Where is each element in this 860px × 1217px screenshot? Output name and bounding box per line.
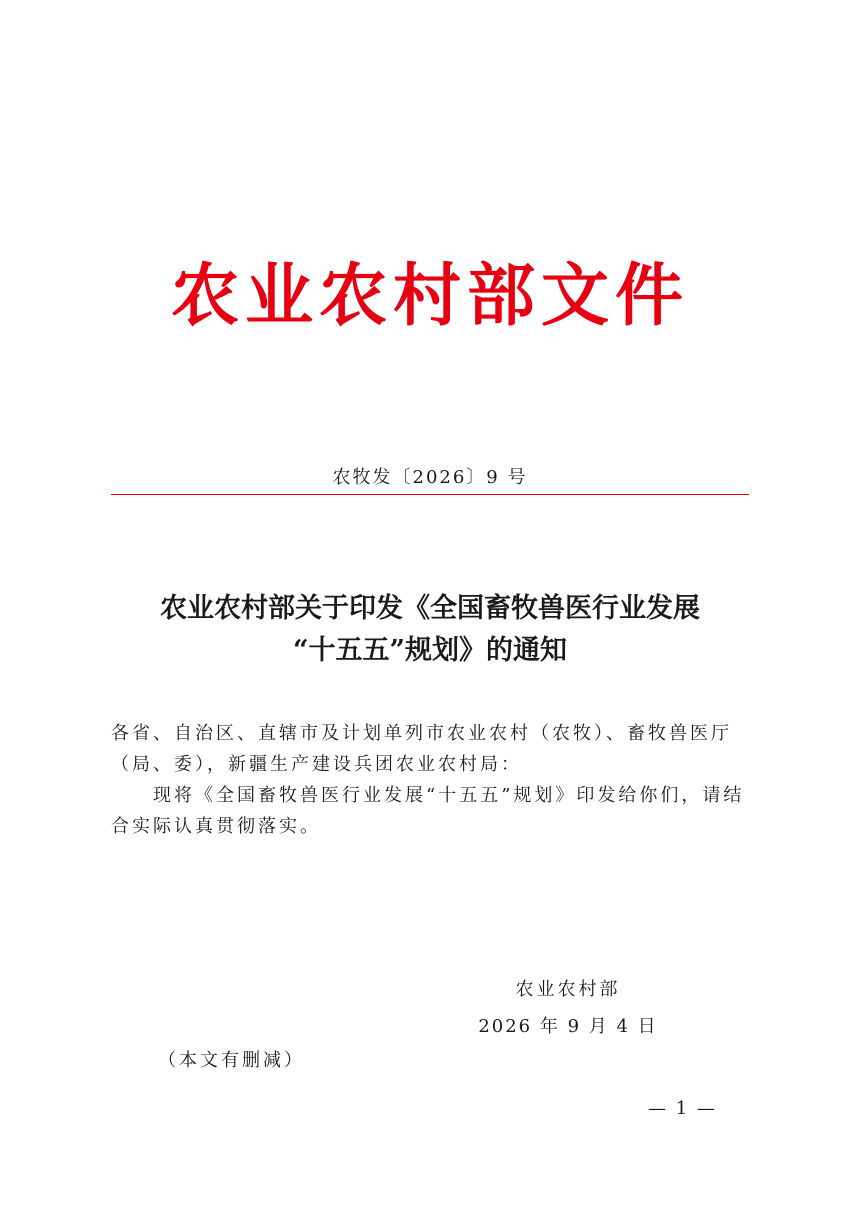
abridged-note: （本文有删减） <box>158 1050 305 1071</box>
document-body <box>111 718 749 842</box>
red-separator-line <box>111 494 749 495</box>
signature-organization: 农业农村部 <box>515 979 621 1000</box>
document-masthead: 农业农村部文件 <box>170 256 689 336</box>
recipients-paragraph: 各省、自治区、直辖市及计划单列市农业农村（农牧）、畜牧兽医厅（局、委），新疆生产建设兵团农业农村局： <box>111 723 732 775</box>
title-line-1: 农业农村部关于印发《全国畜牧兽医行业发展 <box>160 593 700 624</box>
signature-date: 2026 年 9 月 4 日 <box>478 1016 658 1037</box>
main-paragraph: 现将《全国畜牧兽医行业发展“十五五”规划》印发给你们，请结合实际认真贯彻落实。 <box>111 785 745 837</box>
title-line-2: “十五五”规划》的通知 <box>292 635 568 666</box>
page-number: — 1 — <box>648 1098 717 1119</box>
document-number: 农牧发〔2026〕9 号 <box>332 467 528 488</box>
document-title <box>0 588 860 672</box>
